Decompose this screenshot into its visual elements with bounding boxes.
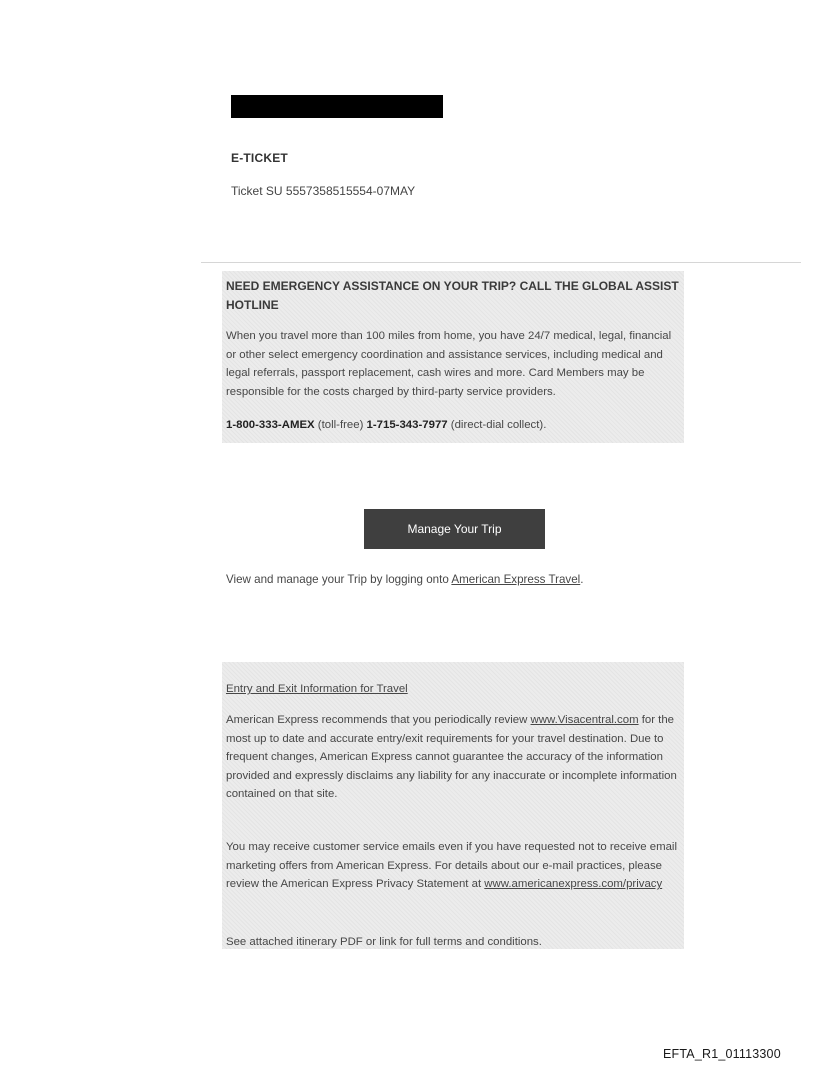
emergency-title: NEED EMERGENCY ASSISTANCE ON YOUR TRIP? CALL THE GLOBAL ASSIST HOTLINE	[226, 279, 679, 312]
hotline-numbers	[226, 416, 684, 435]
entry-body-before: American Express recommends that you periodically review	[226, 714, 531, 726]
eticket-heading: E-TICKET	[231, 151, 288, 165]
amex-travel-link[interactable]: American Express Travel	[451, 573, 581, 586]
privacy-notice	[226, 838, 684, 894]
redaction-bar	[231, 95, 443, 118]
manage-text-before: View and manage your Trip by logging onto	[226, 573, 452, 586]
ticket-number: Ticket SU 5557358515554-07MAY	[231, 184, 416, 198]
tollfree-number[interactable]: 1-800-333-AMEX	[226, 419, 315, 431]
terms-note: See attached itinerary PDF or link for full terms and conditions.	[226, 936, 542, 948]
entry-exit-title	[226, 680, 684, 699]
manage-trip-button[interactable]: Manage Your Trip	[364, 509, 545, 549]
manage-text-after: .	[580, 573, 584, 586]
document-id: EFTA_R1_01113300	[663, 1047, 781, 1061]
entry-exit-panel	[222, 662, 684, 949]
privacy-link[interactable]: www.americanexpress.com/privacy	[484, 878, 663, 891]
manage-trip-text	[226, 573, 583, 586]
collect-label: (direct-dial collect).	[447, 419, 547, 431]
collect-number[interactable]: 1-715-343-7977	[366, 419, 448, 431]
entry-exit-link[interactable]: Entry and Exit Information for Travel	[226, 683, 408, 695]
entry-body-after: for the most up to date and accurate entry/exit requirements for your travel destination. Due to frequent changes, American Express cannot guarantee the accuracy of the information provided and expressly disclaims any liability for any inaccurate or incomplete information contained on that site.	[226, 714, 677, 801]
emergency-body: When you travel more than 100 miles from home, you have 24/7 medical, legal, financial or other select emergency coordination and assistance services, including medical and legal referrals, passport replacement, cash wires and more. Card Members may be responsible for the costs charged by third-party service providers.	[226, 330, 672, 398]
tollfree-label: (toll-free)	[314, 419, 367, 431]
section-divider	[201, 262, 801, 263]
entry-exit-body	[226, 711, 684, 804]
visacentral-link[interactable]: www.Visacentral.com	[530, 714, 639, 726]
privacy-text: You may receive customer service emails even if you have requested not to receive email marketing offers from American Express. For details about our e-mail practices, please review the American Express Privacy Statement at	[226, 841, 677, 891]
